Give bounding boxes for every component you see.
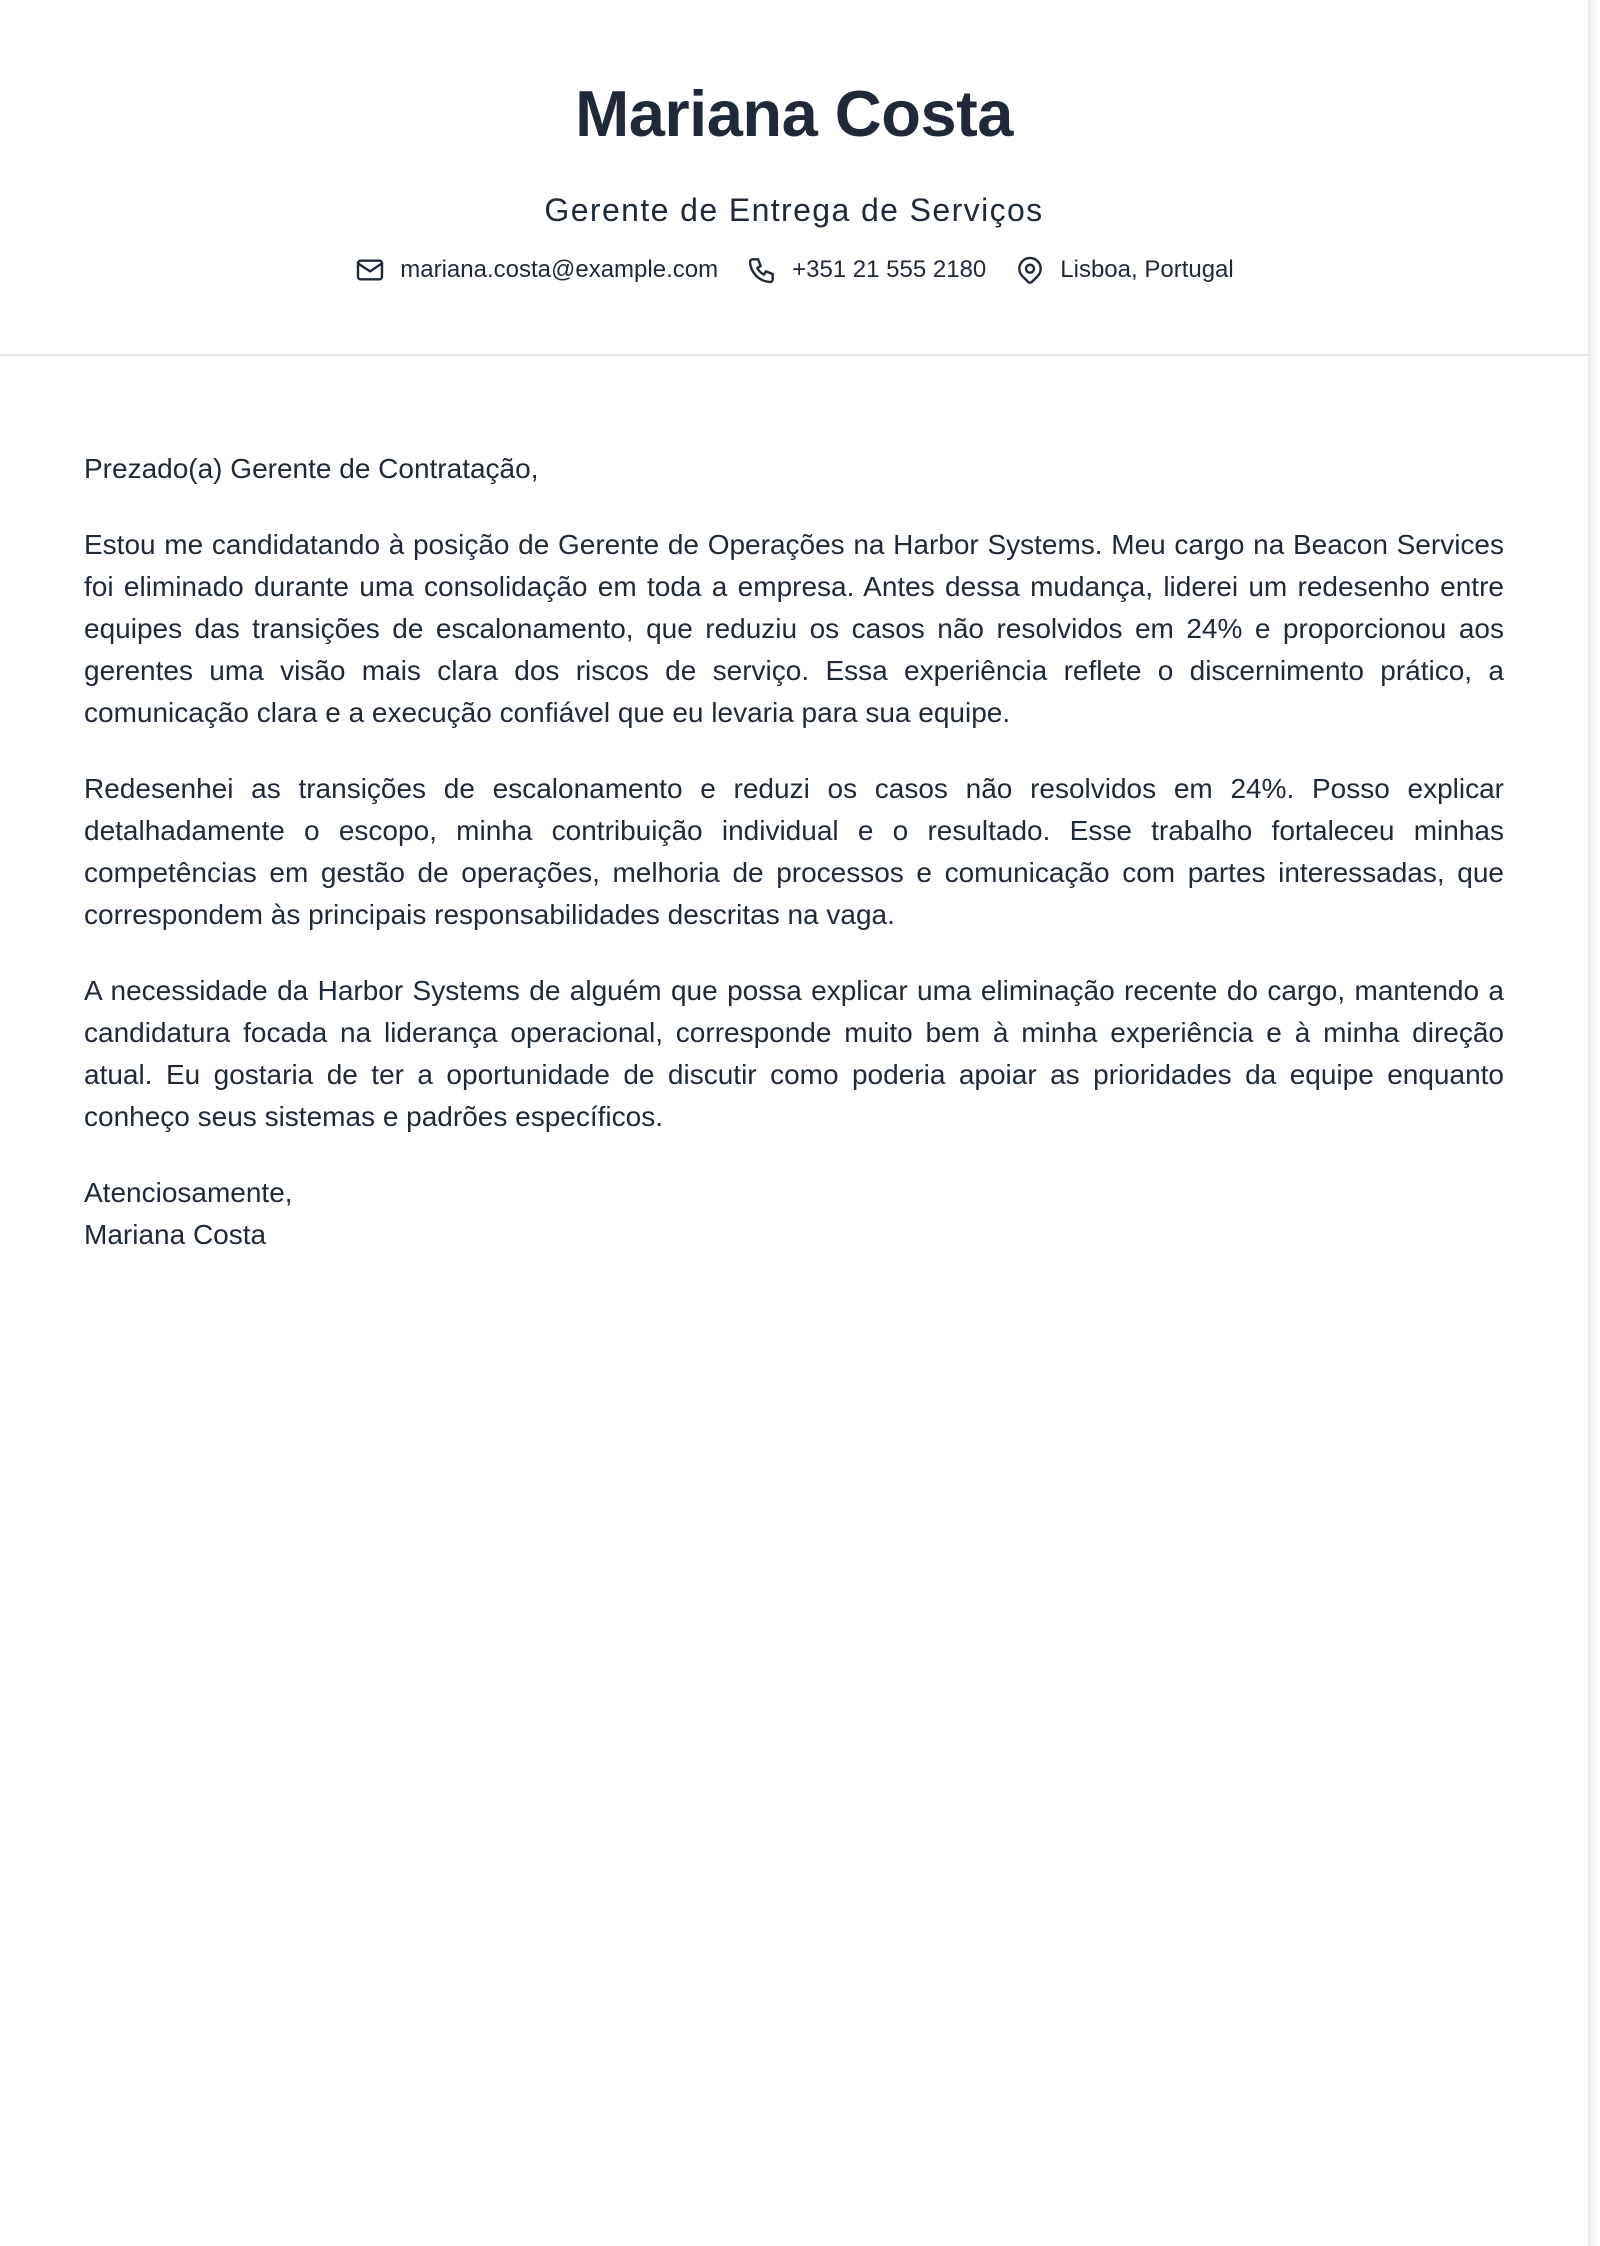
mail-icon [354, 254, 386, 286]
contact-location [1014, 250, 1233, 290]
page-edge-shadow [1588, 0, 1600, 2246]
paragraph-3: A necessidade da Harbor Systems de alguém que possa explicar uma eliminação recente do cargo, mantendo a candidatura focada na liderança operacional, corresponde muito bem à minha experiência e à minha direção atual. Eu gostaria de ter a oportunidade de discutir como poderia apoiar as prioridades da equipe enquanto conheço seus sistemas e padrões específicos. [84, 975, 1504, 1132]
contact-email[interactable] [354, 250, 718, 290]
location-text: Lisboa, Portugal [1060, 256, 1234, 283]
salutation: Prezado(a) Gerente de Contratação, [84, 453, 539, 484]
paragraph-1: Estou me candidatando à posição de Gerente de Operações na Harbor Systems. Meu cargo na Beacon Services foi eliminado durante uma consolidação em toda a empresa. Antes dessa mudança, liderei um redesenho entre equipes das transições de escalonamento, que reduziu os casos não resolvidos em 24% e proporcionou aos gerentes uma visão mais clara dos riscos de serviço. Essa experiência reflete o discernimento prático, a comunicação clara e a execução confiável que eu levaria para sua equipe. [84, 529, 1504, 728]
applicant-title: Gerente de Entrega de Serviços [544, 192, 1044, 228]
contact-phone[interactable] [746, 250, 986, 290]
phone-icon [746, 254, 778, 286]
phone-text[interactable]: +351 21 555 2180 [792, 256, 987, 283]
applicant-name: Mariana Costa [575, 77, 1013, 150]
contact-info [0, 250, 1588, 290]
map-pin-icon [1014, 254, 1046, 286]
letter-header [0, 0, 1588, 356]
paragraph-2: Redesenhei as transições de escalonamento e reduzi os casos não resolvidos em 24%. Posso explicar detalhadamente o escopo, minha contribuição individual e o resultado. Esse trabalho fortaleceu minhas competências em gestão de operações, melhoria de processos e comunicação com partes interessadas, que correspondem às principais responsabilidades descritas na vaga. [84, 773, 1504, 930]
signature: Mariana Costa [84, 1219, 267, 1250]
closing: Atenciosamente, [84, 1177, 293, 1208]
letter-body [0, 356, 1588, 1256]
email-text[interactable]: mariana.costa@example.com [400, 256, 719, 283]
